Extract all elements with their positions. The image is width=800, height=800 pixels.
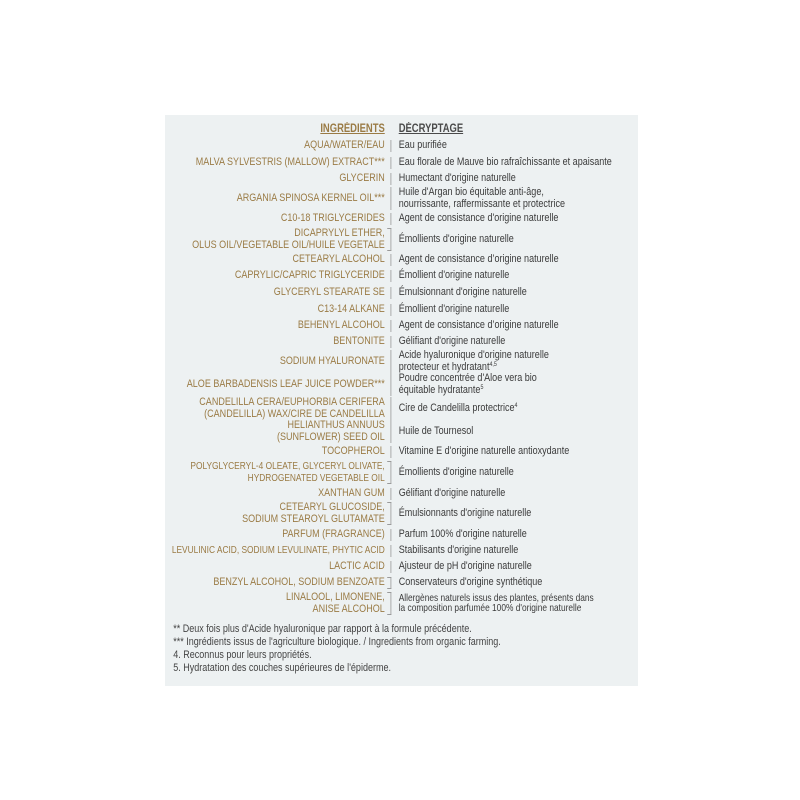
ingredient-name <box>165 270 385 282</box>
ingredient-line: LEVULINIC ACID, SODIUM LEVULINATE, PHYTIC ACID <box>171 545 385 556</box>
description-line: la composition parfumée 100% d'origine naturelle <box>398 602 582 614</box>
column-separator <box>391 350 392 373</box>
ingredient-description <box>399 287 527 299</box>
description-line: Gélifiant d'origine naturelle <box>398 487 506 499</box>
ingredient-name <box>165 545 385 557</box>
ingredient-row <box>165 350 638 373</box>
description-text: protecteur et hydratant <box>398 360 490 373</box>
ingredient-row <box>165 254 638 266</box>
ingredient-line: LINALOOL, LIMONENE, <box>286 591 385 603</box>
ingredient-name <box>165 397 385 420</box>
ingredient-line: C10-18 TRIGLYCERIDES <box>280 212 385 224</box>
bracket-separator <box>387 461 391 484</box>
ingredient-description <box>399 529 527 541</box>
ingredient-description <box>399 461 514 484</box>
ingredient-line: XANTHAN GUM <box>318 487 385 499</box>
column-separator <box>391 446 392 458</box>
ingredient-description <box>399 187 565 210</box>
column-separator <box>391 488 392 500</box>
description-line: nourrissante, raffermissante et protectrice <box>398 197 565 210</box>
ingredient-name <box>165 213 385 225</box>
ingredient-name <box>165 488 385 500</box>
ingredient-description <box>399 577 543 589</box>
ingredient-line: OLUS OIL/VEGETABLE OIL/HUILE VEGETALE <box>192 238 385 251</box>
ingredient-name <box>165 577 385 589</box>
ingredient-line: POLYGLYCERYL-4 OLEATE, GLYCERYL OLIVATE, <box>190 461 385 472</box>
description-line: Émollients d'origine naturelle <box>398 232 514 245</box>
ingredient-row <box>165 336 638 348</box>
ingredient-row <box>165 488 638 500</box>
ingredient-line: SODIUM STEAROYL GLUTAMATE <box>242 512 385 525</box>
ingredient-row <box>165 173 638 185</box>
ingredient-name <box>165 502 385 525</box>
ingredient-description <box>399 213 559 225</box>
description-text: équitable hydratante <box>398 383 481 396</box>
ingredient-name <box>165 529 385 541</box>
ingredient-description <box>399 157 612 169</box>
column-separator <box>391 320 392 332</box>
ingredient-name <box>165 461 385 484</box>
ingredient-name <box>165 140 385 152</box>
footnote: ** Deux fois plus d'Acide hyaluronique par rapport à la formule précédente. <box>173 623 472 635</box>
ingredient-description <box>399 350 549 373</box>
ingredient-line: TOCOPHEROL <box>321 445 385 457</box>
description-line: Gélifiant d'origine naturelle <box>398 335 506 347</box>
description-line: Humectant d'origine naturelle <box>398 172 516 184</box>
description-line: Émulsionnant d'origine naturelle <box>398 286 527 298</box>
ingredient-table <box>165 115 638 686</box>
ingredient-line: BENZYL ALCOHOL, SODIUM BENZOATE <box>213 576 385 588</box>
description-line: Huile d'Argan bio équitable anti-âge, <box>398 186 544 198</box>
ingredient-row <box>165 592 638 615</box>
description-line: Parfum 100% d'origine naturelle <box>398 528 527 540</box>
ingredient-line: (SUNFLOWER) SEED OIL <box>277 430 385 443</box>
ingredient-line: CANDELILLA CERA/EUPHORBIA CERIFERA <box>199 396 385 408</box>
ingredient-name <box>165 157 385 169</box>
ingredient-row <box>165 373 638 396</box>
ingredient-name <box>165 373 385 396</box>
description-line: Émollient d'origine naturelle <box>398 269 510 281</box>
ingredient-name <box>165 420 385 443</box>
ingredient-line: GLYCERYL STEARATE SE <box>273 286 385 298</box>
column-separator <box>391 336 392 348</box>
column-separator <box>391 287 392 299</box>
ingredient-description <box>399 446 570 458</box>
ingredient-name <box>165 173 385 185</box>
ingredient-line: PARFUM (FRAGRANCE) <box>282 528 385 540</box>
ingredient-description <box>399 561 532 573</box>
ingredient-description <box>399 254 559 266</box>
ingredient-row <box>165 502 638 525</box>
description-line: Acide hyaluronique d'origine naturelle <box>398 349 549 361</box>
ingredient-row <box>165 561 638 573</box>
ingredient-row <box>165 577 638 589</box>
column-separator <box>391 187 392 210</box>
ingredient-row <box>165 140 638 152</box>
ingredient-row <box>165 397 638 420</box>
footnote: *** Ingrédients issus de l'agriculture biologique. / Ingredients from organic farming. <box>173 636 501 648</box>
column-separator <box>391 561 392 573</box>
ingredient-row <box>165 213 638 225</box>
footnote-ref: 5 <box>480 383 484 391</box>
ingredient-description <box>399 397 518 420</box>
ingredient-row <box>165 461 638 484</box>
ingredient-name <box>165 304 385 316</box>
ingredient-row <box>165 446 638 458</box>
ingredient-line: MALVA SYLVESTRIS (MALLOW) EXTRACT*** <box>195 156 385 168</box>
ingredient-row <box>165 287 638 299</box>
ingredient-row <box>165 529 638 541</box>
description-line: Allergènes naturels issus des plantes, présents dans <box>398 593 594 604</box>
ingredient-description <box>399 320 559 332</box>
bracket-separator <box>387 228 391 251</box>
column-separator <box>391 157 392 169</box>
ingredient-description <box>399 228 514 251</box>
decryptage-header: DÉCRYPTAGE <box>398 123 464 135</box>
ingredient-line: CETEARYL GLUCOSIDE, <box>279 501 385 513</box>
ingredient-description <box>399 502 532 525</box>
ingredient-row <box>165 157 638 169</box>
column-separator <box>391 373 392 396</box>
ingredient-name <box>165 228 385 251</box>
ingredient-name <box>165 187 385 210</box>
ingredient-description <box>399 336 506 348</box>
ingredient-row <box>165 270 638 282</box>
description-line: Eau florale de Mauve bio rafraîchissante et apaisante <box>398 156 612 168</box>
footnote: 5. Hydratation des couches supérieures de l'épiderme. <box>173 662 392 674</box>
column-separator <box>391 545 392 557</box>
column-separator <box>391 213 392 225</box>
description-line: Conservateurs d'origine synthétique <box>398 576 543 588</box>
ingredient-line: BEHENYL ALCOHOL <box>297 319 385 331</box>
ingredient-row <box>165 228 638 251</box>
ingredient-line: CAPRYLIC/CAPRIC TRIGLYCERIDE <box>234 269 385 281</box>
ingredient-line: C13-14 ALKANE <box>317 303 385 315</box>
bracket-separator <box>387 592 391 615</box>
description-line: Stabilisants d'origine naturelle <box>398 544 519 556</box>
ingredient-row <box>165 304 638 316</box>
ingredient-name <box>165 320 385 332</box>
ingredient-row <box>165 545 638 557</box>
ingredients-header: INGRÉDIENTS <box>320 123 385 135</box>
column-separator <box>391 420 392 443</box>
ingredient-panel <box>165 115 638 686</box>
column-separator <box>391 529 392 541</box>
description-line <box>399 385 537 397</box>
ingredient-line: ANISE ALCOHOL <box>312 602 385 615</box>
bracket-separator <box>387 502 391 525</box>
description-line: Émollients d'origine naturelle <box>398 465 514 478</box>
ingredient-description <box>399 140 447 152</box>
description-text: Cire de Candelilla protectrice <box>398 401 515 414</box>
ingredient-line: ARGANIA SPINOSA KERNEL OIL*** <box>236 191 385 204</box>
ingredient-line: AQUA/WATER/EAU <box>304 139 385 151</box>
description-line: Émollient d'origine naturelle <box>398 303 510 315</box>
column-separator <box>391 397 392 420</box>
ingredient-description <box>399 420 474 443</box>
column-separator <box>391 304 392 316</box>
description-line: Poudre concentrée d'Aloe vera bio <box>398 372 537 384</box>
description-line: Agent de consistance d’origine naturelle <box>398 253 559 265</box>
ingredient-line: ALOE BARBADENSIS LEAF JUICE POWDER*** <box>186 377 385 390</box>
ingredient-line: BENTONITE <box>333 335 385 347</box>
ingredient-line: SODIUM HYALURONATE <box>279 354 385 367</box>
description-line <box>399 403 518 415</box>
bracket-separator <box>387 577 391 589</box>
ingredient-name <box>165 287 385 299</box>
description-line: Agent de consistance d'origine naturelle <box>398 212 559 224</box>
description-line: Émulsionnants d'origine naturelle <box>398 506 532 519</box>
ingredient-description <box>399 545 519 557</box>
ingredient-line: GLYCERIN <box>339 172 385 184</box>
footnote-ref: 4 <box>514 401 518 409</box>
ingredient-description <box>399 304 510 316</box>
footnote-ref: 4,5 <box>489 360 497 368</box>
ingredient-line: CETEARYL ALCOHOL <box>292 253 385 265</box>
ingredient-description <box>399 373 537 396</box>
ingredient-row <box>165 320 638 332</box>
ingredient-line: HELIANTHUS ANNUUS <box>287 419 385 431</box>
ingredient-name <box>165 446 385 458</box>
ingredient-line: (CANDELILLA) WAX/CIRE DE CANDELILLA <box>204 407 385 420</box>
ingredient-description <box>399 488 506 500</box>
description-line: Huile de Tournesol <box>398 424 474 437</box>
column-separator <box>391 254 392 266</box>
ingredient-name <box>165 336 385 348</box>
column-separator <box>391 270 392 282</box>
description-line: Agent de consistance d’origine naturelle <box>398 319 559 331</box>
ingredient-description <box>399 173 516 185</box>
column-separator <box>391 173 392 185</box>
description-line: Ajusteur de pH d'origine naturelle <box>398 560 532 572</box>
ingredient-line: LACTIC ACID <box>329 560 385 572</box>
ingredient-description <box>399 270 510 282</box>
ingredient-name <box>165 254 385 266</box>
description-line: Eau purifiée <box>398 139 447 151</box>
ingredient-description <box>399 592 594 615</box>
ingredient-row <box>165 420 638 443</box>
ingredient-line: DICAPRYLYL ETHER, <box>294 227 385 239</box>
ingredient-name <box>165 350 385 373</box>
ingredient-row <box>165 187 638 210</box>
description-line: Vitamine E d'origine naturelle antioxydante <box>398 445 570 457</box>
ingredient-name <box>165 592 385 615</box>
footnote: 4. Reconnus pour leurs propriétés. <box>173 649 312 661</box>
ingredient-name <box>165 561 385 573</box>
footnotes <box>173 623 501 675</box>
ingredient-line: HYDROGENATED VEGETABLE OIL <box>247 472 385 484</box>
column-separator <box>391 140 392 152</box>
